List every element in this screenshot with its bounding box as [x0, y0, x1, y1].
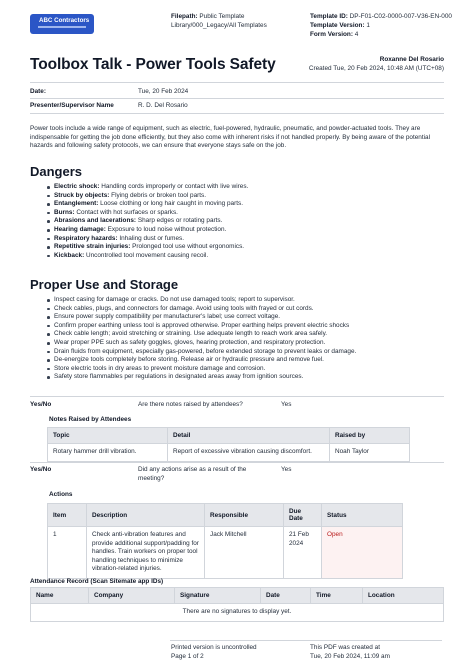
table-cell: Jack Mitchell [205, 527, 284, 579]
intro-paragraph: Power tools include a wide range of equipment, such as electric, fuel-powered, hydraulic, pneumatic, and powder-actuated tools. They are indispensable for getting the job done efficiently, but they also come with inherent risks if not handled properly. By being aware of the potential hazards and following safety protocols, we can ensure that everyone stays safe on the job. [30, 125, 431, 150]
divider [30, 113, 444, 114]
list-item: Safety store flammables per regulations in designated areas away from ignition sources. [45, 373, 445, 382]
column-header: Status [322, 504, 403, 527]
column-header: Item [48, 504, 87, 527]
template-id-label: Template ID: [310, 13, 348, 20]
table-row [48, 527, 403, 579]
column-header: Detail [168, 428, 330, 444]
list-item: Entanglement: Loose clothing or long hair caught in moving parts. [45, 200, 445, 209]
attendance-title: Attendance Record (Scan Sitemate app IDs) [30, 578, 164, 585]
proper-use-list [45, 296, 445, 382]
list-item: Ensure power supply compatibility per manufacturer's label; use correct voltage. [45, 313, 445, 322]
list-item: De-energize tools completely before storing. Release air or hydraulic pressure and remove fuel. [45, 356, 445, 365]
notes-table [47, 427, 410, 462]
column-header: Location [363, 588, 444, 604]
attendance-table [30, 587, 444, 622]
template-info-block [310, 13, 460, 39]
list-item: Inspect casing for damage or cracks. Do not use damaged tools; report to supervisor. [45, 296, 445, 305]
template-version-value: 1 [366, 21, 370, 29]
list-item: Wear proper PPE such as safety goggles, gloves, hearing protection, and respiratory protection. [45, 339, 445, 348]
list-item: Repetitive strain injuries: Prolonged tool use without ergonomics. [45, 243, 445, 252]
column-header: Time [311, 588, 363, 604]
table-cell: 21 Feb 2024 [284, 527, 322, 579]
yes-no-label: Yes/No [30, 466, 52, 473]
column-header: Company [89, 588, 175, 604]
list-item: Check cable length; avoid stretching or straining. Use adequate length to reach work area safely. [45, 330, 445, 339]
dangers-list [45, 183, 445, 260]
answer-value: Yes [281, 401, 292, 408]
list-item: Respiratory hazards: Inhaling dust or fumes. [45, 235, 445, 244]
list-item: Electric shock: Handling cords improperly or contact with live wires. [45, 183, 445, 192]
proper-use-heading: Proper Use and Storage [30, 277, 179, 292]
notes-title: Notes Raised by Attendees [49, 416, 132, 423]
table-cell: Check anti-vibration features and provide additional support/padding for handles. Train workers on proper tool handling techniques to minimize vibration-related injuries. [87, 527, 205, 579]
owner-name: Roxanne Del Rosario [379, 56, 444, 63]
actions-table [47, 503, 403, 579]
list-item: Burns: Contact with hot surfaces or sparks. [45, 209, 445, 218]
table-row [31, 604, 444, 622]
created-timestamp: Created Tue, 20 Feb 2024, 10:48 AM (UTC+08) [308, 64, 444, 72]
footer-uncontrolled-note: Printed version is uncontrolled [171, 644, 257, 651]
form-version-value: 4 [354, 30, 359, 38]
logo-underline [38, 26, 86, 28]
table-cell: Report of excessive vibration causing discomfort. [168, 444, 330, 462]
date-value: Tue, 20 Feb 2024 [138, 88, 189, 95]
divider [30, 82, 444, 83]
column-header: Topic [48, 428, 168, 444]
table-cell: Rotary hammer drill vibration. [48, 444, 168, 462]
list-item: Hearing damage: Exposure to loud noise without protection. [45, 226, 445, 235]
company-logo [30, 14, 94, 34]
table-cell: 1 [48, 527, 87, 579]
column-header: Description [87, 504, 205, 527]
status-badge: Open [322, 527, 403, 579]
list-item: Struck by objects: Flying debris or broken tool parts. [45, 192, 445, 201]
divider [30, 98, 444, 99]
yes-no-label: Yes/No [30, 401, 52, 408]
column-header: Date [261, 588, 311, 604]
column-header: Due Date [284, 504, 322, 527]
actions-title: Actions [49, 491, 73, 498]
table-row [48, 444, 410, 462]
divider [30, 396, 444, 397]
empty-message: There are no signatures to display yet. [31, 604, 444, 622]
form-version-label: Form Version: [310, 30, 353, 38]
presenter-value: R. D. Del Rosario [138, 102, 188, 109]
list-item: Abrasions and lacerations: Sharp edges or rotating parts. [45, 217, 445, 226]
footer-created-timestamp: Tue, 20 Feb 2024, 11:09 am [310, 652, 390, 660]
column-header: Signature [175, 588, 261, 604]
logo-text: ABC Contractors [39, 17, 90, 24]
question-text: Are there notes raised by attendees? [138, 401, 243, 408]
list-item: Confirm proper earthing unless tool is approved otherwise. Proper earthing helps prevent electric shocks [45, 322, 445, 331]
page-title: Toolbox Talk - Power Tools Safety [30, 56, 276, 73]
list-item: Store electric tools in dry areas to prevent moisture damage and corrosion. [45, 365, 445, 374]
date-label: Date: [30, 88, 46, 95]
page-number: Page 1 of 2 [171, 652, 204, 660]
footer-created-label: This PDF was created at [310, 644, 380, 651]
footer-divider [170, 640, 442, 641]
owner-block [309, 56, 444, 73]
filepath-label: Filepath: [171, 13, 198, 20]
list-item: Kickback: Uncontrolled tool movement causing recoil. [45, 252, 445, 261]
template-id-value: DP-F01-C02-0000-007-V36-EN-000 [349, 13, 452, 20]
footer-left [171, 644, 257, 661]
dangers-heading: Dangers [30, 164, 83, 179]
column-header: Name [31, 588, 89, 604]
filepath-block [171, 13, 306, 31]
answer-value: Yes [281, 466, 292, 473]
footer-right [310, 644, 390, 661]
template-version-label: Template Version: [310, 21, 365, 29]
table-cell: Noah Taylor [330, 444, 410, 462]
filepath-value: Public Template Library/000_Legacy/All Templates [171, 13, 267, 29]
divider [30, 462, 444, 463]
presenter-label: Presenter/Supervisor Name [30, 102, 114, 109]
column-header: Responsible [205, 504, 284, 527]
column-header: Raised by [330, 428, 410, 444]
question-text: Did any actions arise as a result of the meeting? [138, 466, 247, 482]
list-item: Check cables, plugs, and connectors for damage. Avoid using tools with frayed or cut cords. [45, 305, 445, 314]
list-item: Drain fluids from equipment, especially gas-powered, before extended storage to prevent leaks or damage. [45, 348, 445, 357]
